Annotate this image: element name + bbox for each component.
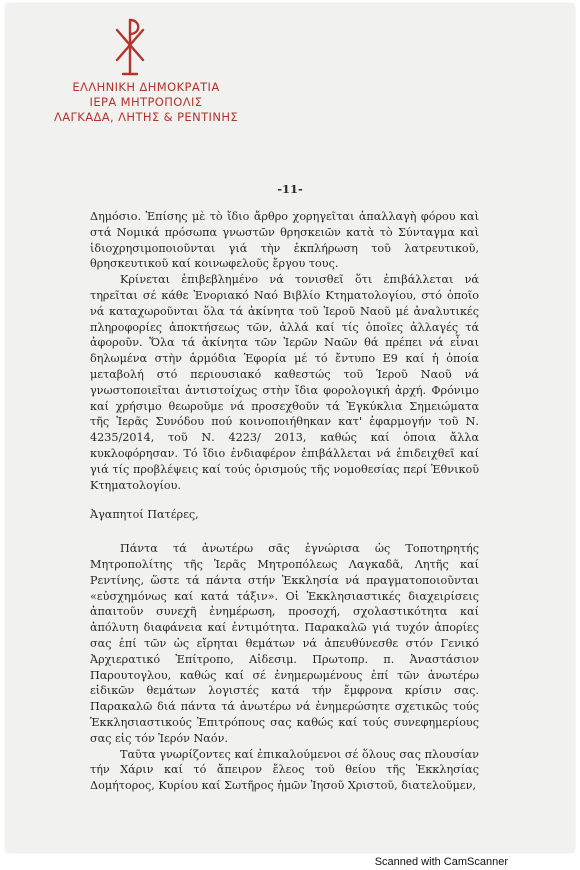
chi-rho-icon: [110, 14, 150, 78]
paragraph-continuation: Δημόσιο. Ἐπίσης μὲ τὸ ἴδιο ἄρθρο χορηγεῖται ἀπαλλαγὴ φόρου καὶ στά Νομικά πρόσωπα γνωστῶν θρησκειῶν κατὰ τὸ Σύνταγμα καὶ ἰδιοχρησιμοποιοῦνται γιά τὴν ἐκπλήρωση τοῦ λατρευτικοῦ, θρησκευτικοῦ καί κοινωφελοῦς ἔργου τους.: [90, 210, 479, 271]
paragraph-instructions: Πάντα τά ἀνωτέρω σᾶς ἐγνώρισα ὡς Τοποτηρητής Μητροπολίτης τῆς Ἱερᾶς Μητροπόλεως Λαγκαδᾶ, Λητῆς καί Ρεντίνης, ὥστε τά πάντα στήν Ἐκκλησία νά πραγματοποιοῦνται «εὐσχημόνως καί κατά τάξιν». Οἱ Ἐκκλησιαστικές διαχειρίσεις ἀπαιτοῦν συνεχῆ ἐνημέρωση, προσοχή, σχολαστικότητα καί ἀπόλυτη διαφάνεια καί ἐντιμότητα. Παρακαλῶ γιά τυχόν ἀπορίες σας ἐπί τῶν ὡς εἴρηται θεμάτων νά ἀπευθύνεσθε στόν Γενικό Ἀρχιερατικό Ἐπίτροπο, Αἰδεσιμ. Πρωτοπρ. π. Ἀναστάσιον Παρουτογλου, καθώς καί σέ ἐνημερωμένους ἐπί τῶν ἀνωτέρω εἰδικῶν θεμάτων λογιστές κατά τήν ἔμφρονα κρίσιν σας. Παρακαλῶ διά πάντα τά ἀνωτέρω νά ἐνημερώσητε σχετικῶς τούς Ἐκκλησιαστικούς Ἐπιτρόπους σας καθώς καί τούς συνεφημερίους σας εἰς τόν Ἱερόν Ναόν.: [90, 542, 479, 745]
letterhead-line-metropolis: ΙΕΡΑ ΜΗΤΡΟΠΟΛΙΣ: [89, 95, 203, 109]
letterhead: [46, 80, 246, 125]
greeting: Ἀγαπητοί Πατέρες,: [90, 508, 199, 522]
paragraph-property-register: Κρίνεται ἐπιβεβλημένο νά τονισθεῖ ὅτι ἐπιβάλλεται νά τηρεῖται σέ κάθε Ἐνοριακό Ναό Βιβλίο Κτηματολογίου, στό ὁποῖο νά καταχωροῦνται ὅλα τά ἀκίνητα τοῦ Ἱεροῦ Ναοῦ μέ ἀναλυτικές πληροφορίες ἀποκτήσεως τῶν, ἀλλά καί τίς ὁποῖες ἀλλαγές τά ἀφοροῦν. Ὅλα τά ἀκίνητα τῶν Ἱερῶν Ναῶν θά πρέπει νά εἶναι δηλωμένα στὴν ἁρμόδια Ἐφορία μέ τό ἔντυπο Ε9 καί ἡ ὁποία μεταβολή στό περιουσιακό καθεστώς τοῦ Ἱεροῦ Ναοῦ νά γνωστοποιεῖται ἀντιστοίχως στὴν ἴδια φορολογική ἀρχή. Φρόνιμο καί χρήσιμο θεωροῦμε νά προσεχθοῦν τά Ἐγκύκλια Σημειώματα τῆς Ἱερᾶς Συνόδου πού κοινοποιήθηκαν κατ' ἐφαρμογήν τοῦ Ν. 4235/2014, τοῦ Ν. 4223/ 2013, καθώς καί ὁποια ἄλλα κυκλοφόρησαν. Τό ἴδιο ἐνδιαφέρον ἐπιβάλλεται νά ἐπιδειχθεῖ καί γιά τίς προβλέψεις καί τούς ὁρισμούς τῆς νομοθεσίας περί Ἐθνικοῦ Κτηματολογίου.: [90, 273, 479, 492]
paragraph-closing-blessing: Ταῦτα γνωρίζοντες καί ἐπικαλούμενοι σέ ὅλους σας πλουσίαν τήν Χάριν καί τό ἄπειρον ἔλεος τοῦ θείου τῆς Ἐκκλησίας Δομήτορος, Κυρίου καί Σωτῆρος ἡμῶν Ἰησοῦ Χριστοῦ, διατελοῦμεν,: [90, 747, 479, 793]
scanner-watermark: Scanned with CamScanner: [374, 856, 508, 868]
letterhead-line-region: ΛΑΓΚΑΔΑ, ΛΗΤΗΣ & ΡΕΝΤΙΝΗΣ: [53, 110, 239, 124]
document-page: [6, 4, 574, 852]
letter-body: [90, 209, 479, 794]
page-number: -11-: [277, 182, 303, 196]
letterhead-line-country: ΕΛΛΗΝΙΚΗ ΔΗΜΟΚΡΑΤΙΑ: [72, 80, 220, 94]
